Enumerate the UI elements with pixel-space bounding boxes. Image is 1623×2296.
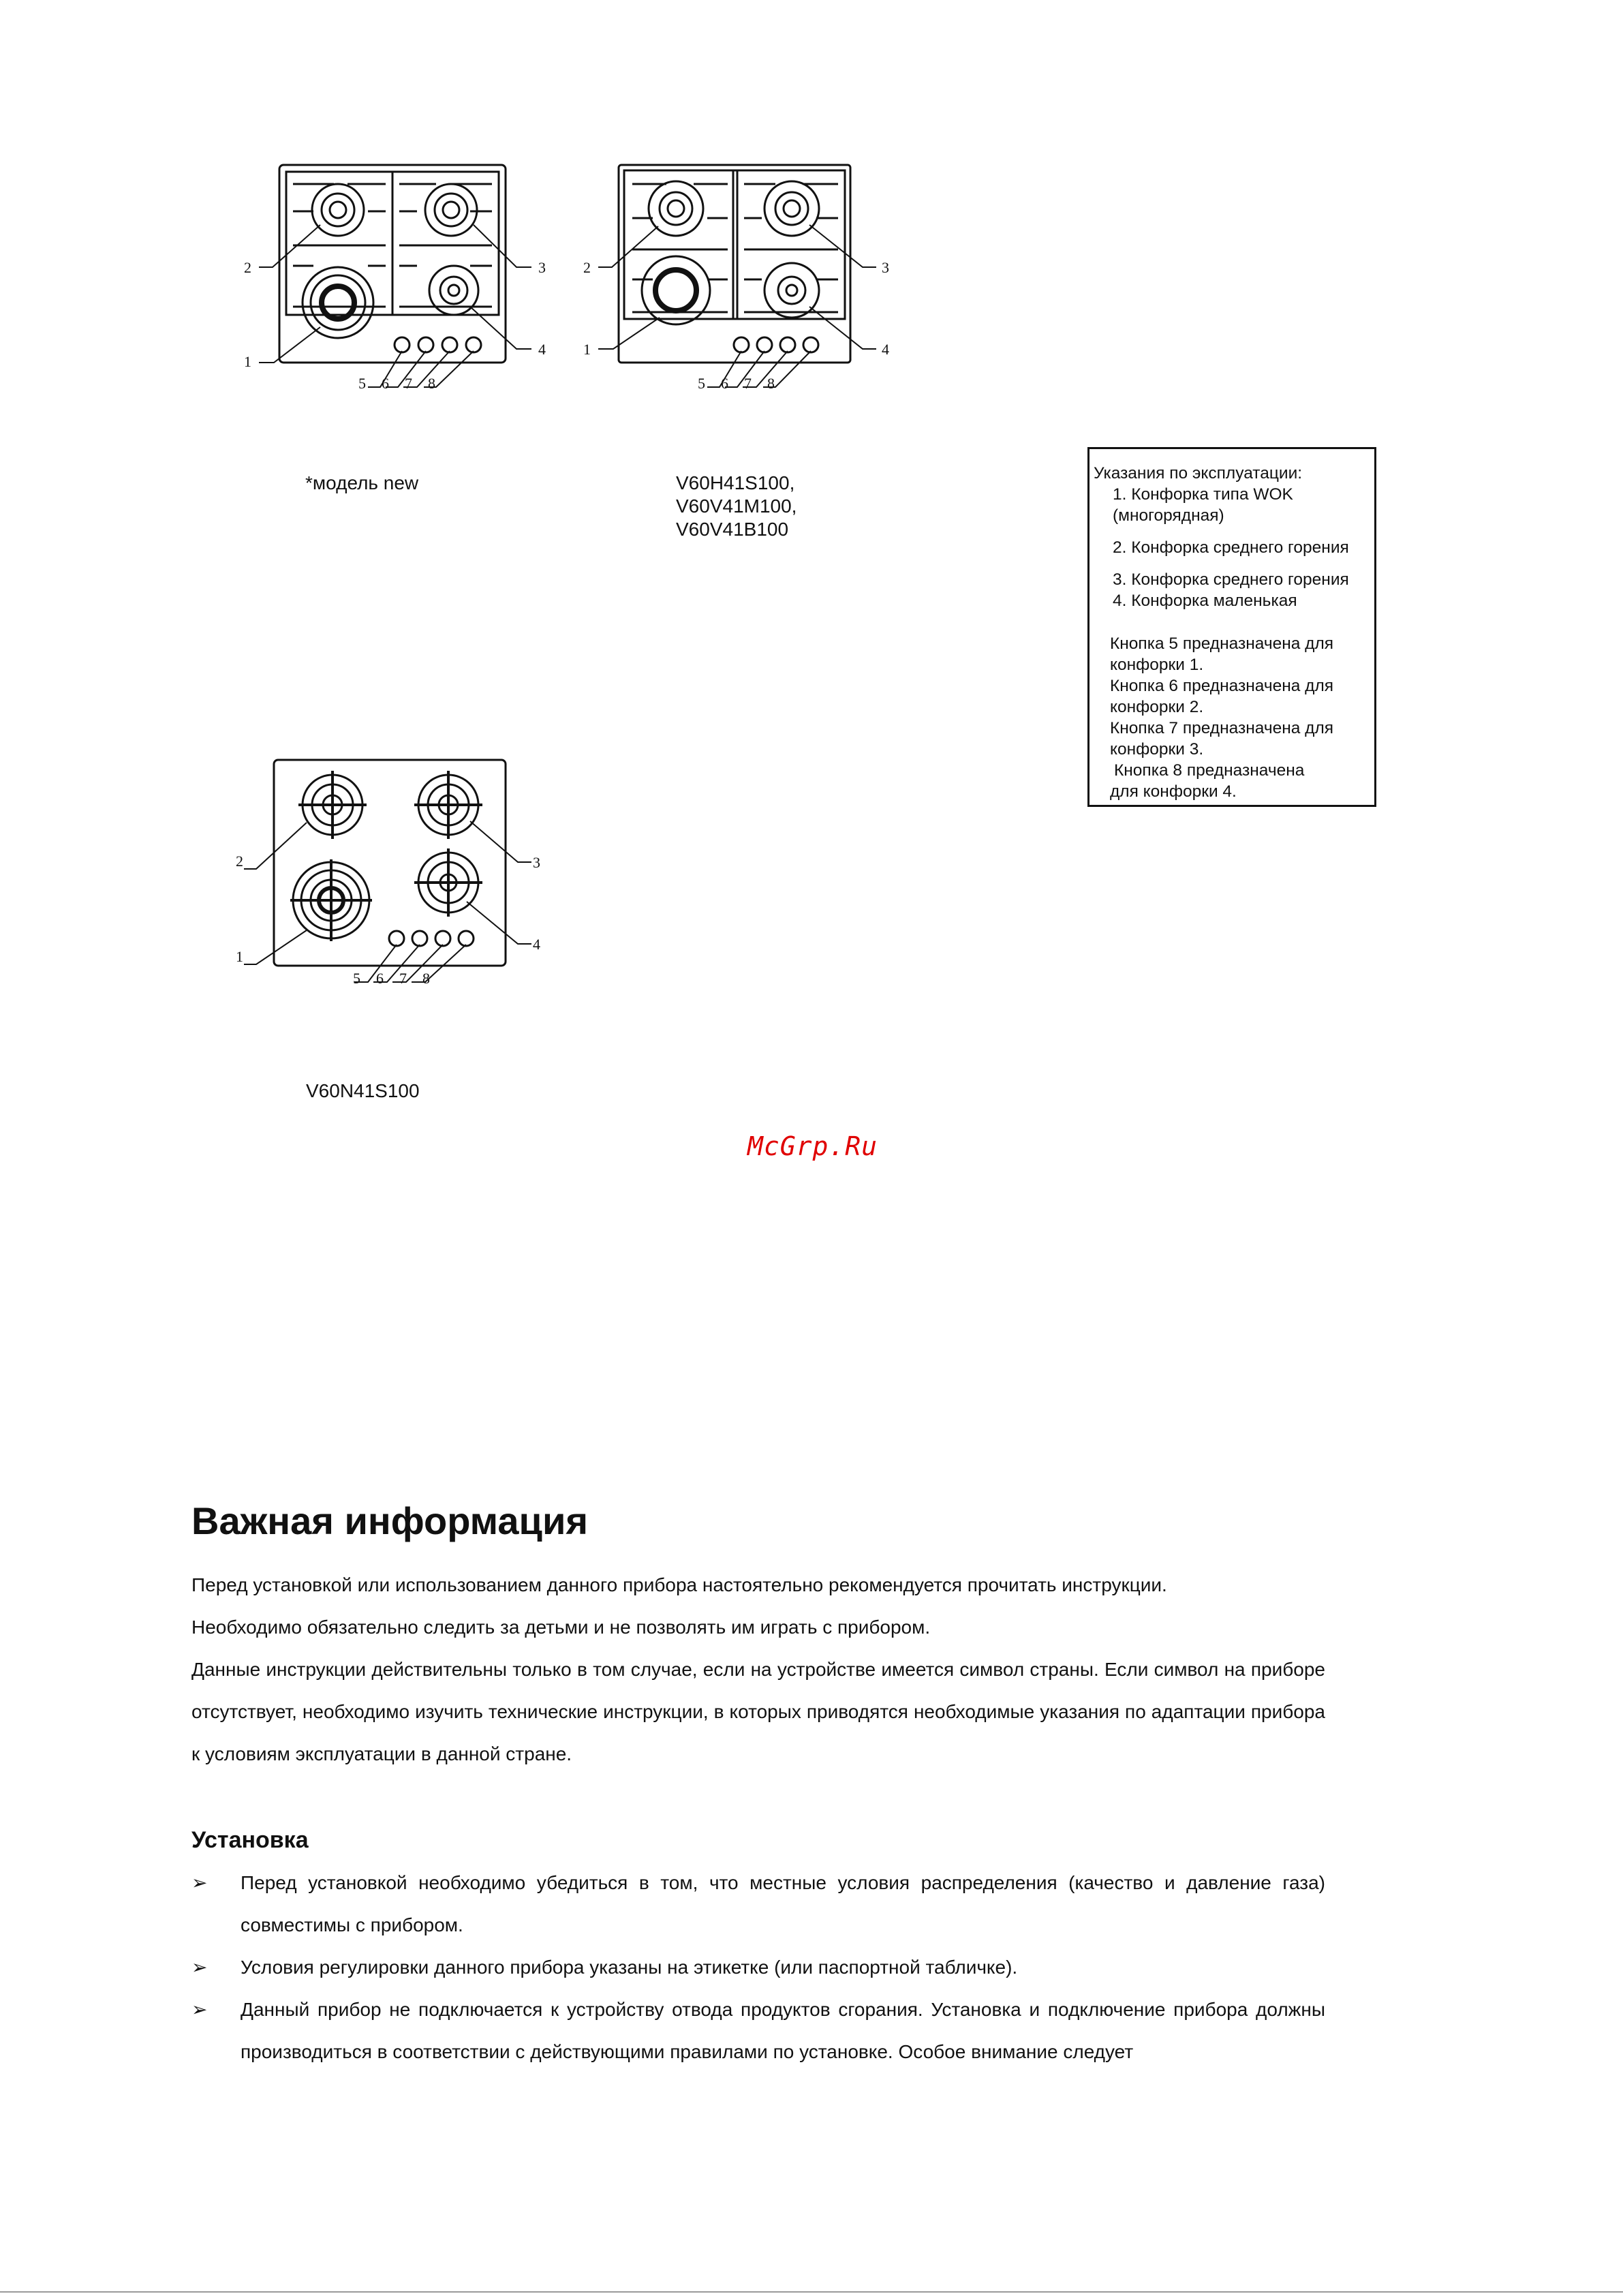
notes-line: конфорки 3.: [1110, 740, 1204, 759]
callout-4: 4: [533, 936, 540, 953]
callout-4: 4: [882, 341, 889, 358]
callout-6: 6: [376, 970, 384, 987]
notes-line: конфорки 2.: [1110, 698, 1204, 716]
hob-diagram-v60h41s100: [578, 157, 898, 402]
hob-diagram-v60h41s100-drawing: [578, 157, 898, 402]
notes-line: 1. Конфорка типа WOK: [1113, 485, 1293, 504]
important-paragraph-2: Необходимо обязательно следить за детьми и не позволять им играть с прибором.: [191, 1617, 931, 1638]
important-paragraph-3: Данные инструкции действительны только в том случае, если на устройстве имеется символ страны. Если символ на приборе отсутствует, необходимо изучить технические инструкции, в которых приводятся необходимые указания по адаптации прибора к условиям эксплуатации в данной стране.: [191, 1659, 1325, 1764]
notes-line: Кнопка 6 предназначена для: [1110, 677, 1334, 695]
usage-notes-box: [1087, 447, 1376, 807]
important-paragraph-1: Перед установкой или использованием данного прибора настоятельно рекомендуется прочитать инструкции.: [191, 1574, 1167, 1595]
bullet-arrow-icon: ➢: [191, 1872, 208, 1893]
callout-8: 8: [767, 375, 775, 392]
notes-line: Кнопка 7 предназначена для: [1110, 719, 1334, 737]
watermark: McGrp.Ru: [747, 1131, 878, 1161]
callout-5: 5: [358, 375, 366, 392]
page-bottom-rule: [0, 2291, 1623, 2293]
caption-model-new: *модель new: [305, 472, 419, 493]
notes-title: Указания по эксплуатации:: [1094, 464, 1303, 483]
installation-bullet: [191, 1946, 1325, 1989]
bullet-arrow-icon: ➢: [191, 1999, 208, 2020]
notes-line: 4. Конфорка маленькая: [1113, 592, 1297, 610]
installation-bullet: [191, 1862, 1325, 1946]
callout-3: 3: [882, 259, 889, 276]
callout-6: 6: [721, 375, 728, 392]
hob-diagram-model-new-drawing: [238, 157, 559, 402]
hob-diagram-v60n41s100: [232, 753, 552, 998]
callout-1: 1: [244, 353, 251, 370]
notes-line: (многорядная): [1113, 506, 1224, 525]
callout-1: 1: [583, 341, 591, 358]
notes-line: для конфорки 4.: [1110, 782, 1237, 801]
installation-bullet-text: Перед установкой необходимо убедиться в том, что местные условия распределения (качество и давление газа) совместимы с прибором.: [241, 1872, 1325, 1935]
callout-4: 4: [538, 341, 546, 358]
important-heading: Важная информация: [191, 1499, 589, 1542]
installation-heading: Установка: [191, 1827, 309, 1853]
caption-model-glass: V60N41S100: [306, 1080, 420, 1101]
installation-bullet-text: Условия регулировки данного прибора указаны на этикетке (или паспортной табличке).: [241, 1957, 1018, 1978]
notes-line: конфорки 1.: [1110, 656, 1204, 674]
callout-1: 1: [236, 948, 243, 965]
callout-8: 8: [428, 375, 435, 392]
bullet-arrow-icon: ➢: [191, 1957, 208, 1978]
callout-6: 6: [382, 375, 389, 392]
callout-3: 3: [538, 259, 546, 276]
installation-bullet-text: Данный прибор не подключается к устройству отвода продуктов сгорания. Установка и подключение прибора должны производиться в соответствии с действующими правилами по установке. Особое внимание следует: [241, 1999, 1325, 2062]
caption-models-group: V60H41S100, V60V41M100, V60V41B100: [676, 472, 797, 540]
callout-2: 2: [583, 259, 591, 276]
callout-2: 2: [244, 259, 251, 276]
notes-line: Кнопка 5 предназначена для: [1110, 634, 1334, 653]
callout-5: 5: [698, 375, 705, 392]
installation-bullet: [191, 1989, 1325, 2073]
callout-5: 5: [353, 970, 360, 987]
callout-7: 7: [744, 375, 752, 392]
notes-line: 2. Конфорка среднего горения: [1113, 538, 1349, 557]
hob-diagram-model-new: [238, 157, 559, 402]
callout-8: 8: [422, 970, 430, 987]
hob-diagram-v60n41s100-drawing: [232, 753, 552, 998]
notes-line: Кнопка 8 предназначена: [1114, 761, 1305, 780]
callout-3: 3: [533, 854, 540, 871]
callout-7: 7: [405, 375, 412, 392]
callout-7: 7: [399, 970, 407, 987]
notes-line: 3. Конфорка среднего горения: [1113, 570, 1349, 589]
callout-2: 2: [236, 853, 243, 870]
